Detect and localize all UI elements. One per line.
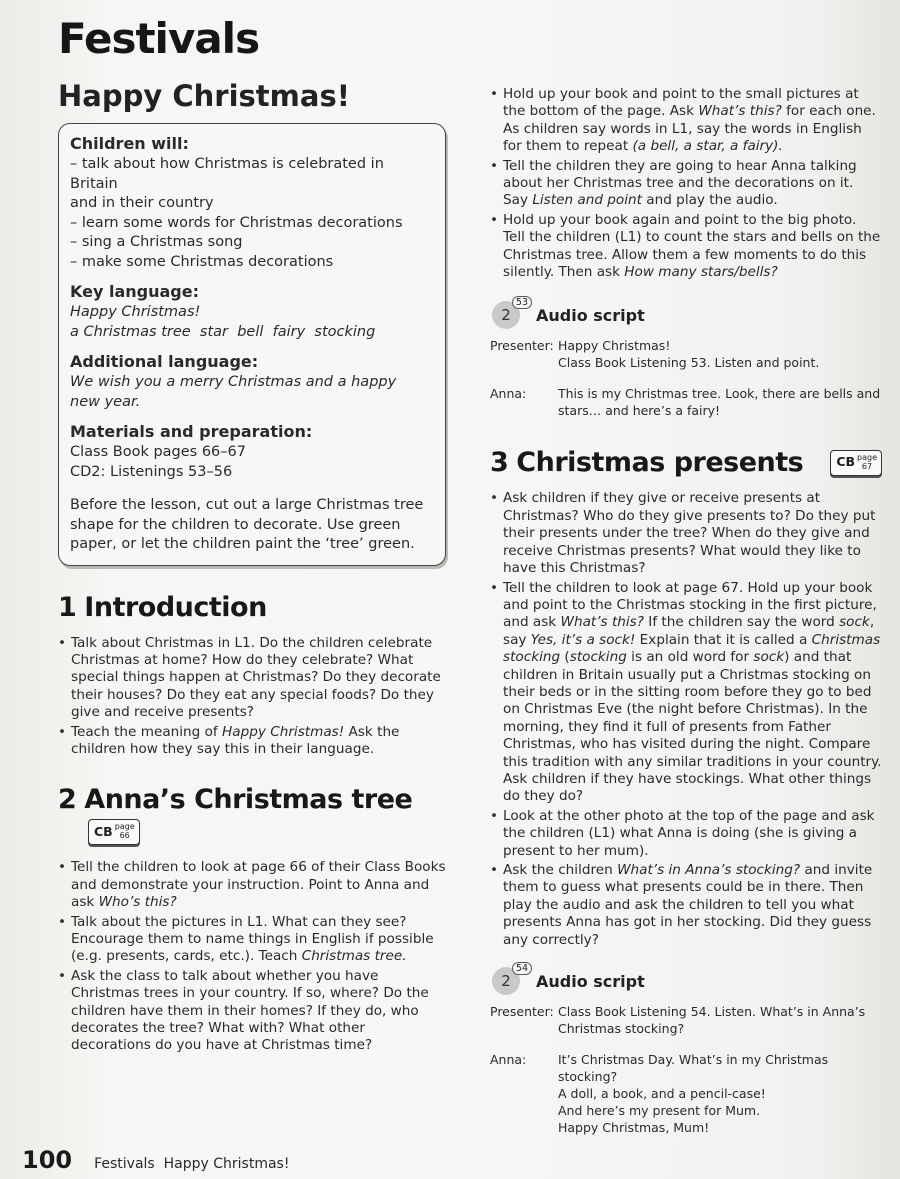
script-line: stars… and here’s a fairy!: [558, 403, 721, 419]
list-item: [58, 724, 448, 759]
key-language-line: a Christmas tree star bell fairy stocking: [70, 323, 376, 340]
objective-item: – make some Christmas decorations: [70, 253, 334, 270]
italic-text: Christmas tree.: [301, 948, 407, 965]
cb-page-word: page: [114, 822, 135, 832]
lesson-title: Happy Christmas!: [58, 79, 350, 113]
speaker: Presenter:: [490, 1004, 554, 1020]
text-run: Hold up your book and point to the small pictures at the bottom of the page. Ask: [503, 86, 859, 120]
list-item: • Ask children if they give or receive presents at Christmas? Who do they give presents to? Do they put their presents under the tree? When do they give and receive Christmas presents? What would they like to have this Christmas?: [490, 490, 882, 577]
text-run: and invite them to guess what presents could be in there. Then play the audio and ask the children to tell you what presents Anna has got in her stocking. Did they guess any correctly?: [503, 862, 873, 948]
left-column: [58, 14, 448, 1057]
text-run: and play the audio.: [641, 192, 778, 209]
cb-page-number: 67: [861, 461, 873, 471]
cb-page-word: page: [857, 452, 877, 462]
script-row: [490, 1003, 882, 1037]
text-run: for each one. As children say words in L1, say the words in English for them to repeat: [503, 103, 876, 155]
italic-text: What’s this?: [698, 103, 782, 120]
cb-label: CB: [94, 823, 113, 839]
italic-text: Happy Christmas!: [222, 723, 345, 740]
text-run: Ask the children: [503, 862, 618, 878]
speaker: Anna:: [490, 386, 527, 402]
children-will-heading: Children will:: [70, 134, 189, 153]
class-book-icon: [88, 819, 140, 845]
key-language-line: Happy Christmas!: [70, 304, 201, 320]
text-run: ) and that children in Britain usually put a Christmas stocking on their beds or in the sitting room before they go to bed on Christmas Eve (the night before Christmas). In the morning, they find it full of presents from Father Christmas, who has visited during the night. Compare this tradition with any similar traditions in your country. Ask children if they have stockings. What other things do they do?: [503, 649, 882, 805]
script-line: Happy Christmas, Mum!: [558, 1120, 710, 1136]
script-lines: [558, 1003, 865, 1037]
script-line: Class Book Listening 53. Listen and point.: [558, 355, 820, 371]
italic-text: Yes, it’s a sock!: [530, 631, 636, 648]
italic-text: Listen and point: [532, 192, 642, 209]
speaker: Anna:: [490, 1052, 527, 1068]
script-line: A doll, a book, and a pencil-case!: [558, 1086, 766, 1102]
section-name: Christmas presents: [516, 447, 804, 479]
italic-text: How many stars/bells?: [624, 264, 778, 281]
before-lesson-text: Before the lesson, cut out a large Christmas tree shape for the children to decorate. Use green paper, or let the children paint the ‘tree’ green.: [70, 497, 424, 552]
italic-text: (a bell, a star, a fairy).: [632, 138, 783, 155]
audio-script-title: Audio script: [536, 305, 645, 325]
section-number: 3: [490, 447, 509, 479]
cb-page: [115, 822, 135, 840]
cd-number: 2: [501, 972, 511, 991]
section-2-title: [58, 784, 448, 815]
section-1-title: [58, 592, 448, 623]
text-run: Tell the children to look at page 66 of their Class Books and demonstrate your instruction. Point to Anna and ask: [71, 859, 446, 911]
list-item: [490, 212, 882, 282]
page-title: Festivals: [58, 14, 260, 63]
footer-text: Festivals Happy Christmas!: [94, 1156, 290, 1172]
text-run: Talk about the pictures in L1. What can they see? Encourage them to name things in English if possible (e.g. presents, cards, etc.). Teach: [71, 913, 434, 965]
materials-line: CD2: Listenings 53–56: [70, 463, 233, 480]
speaker: Presenter:: [490, 338, 554, 354]
text-run: Teach the meaning of: [71, 723, 223, 740]
page-footer: [22, 1146, 289, 1174]
script-row: [490, 337, 882, 371]
text-run: Hold up your book again and point to the big photo. Tell the children (L1) to count the stars and bells on the Christmas tree. Allow them a few moments to do this silently. Then ask: [503, 211, 881, 281]
objective-item: – learn some words for Christmas decorations: [70, 214, 403, 231]
italic-text: stocking: [569, 649, 627, 666]
list-item: [490, 862, 882, 949]
additional-language-line: new year.: [70, 393, 141, 410]
italic-text: Christmas stocking: [503, 631, 881, 666]
italic-text: What’s this?: [560, 614, 644, 631]
text-run: Tell the children they are going to hear Anna talking about her Christmas tree and the decorations on it. Say: [503, 157, 857, 209]
italic-text: Who’s this?: [98, 894, 177, 911]
section-3-heading: [490, 447, 882, 478]
cb-reference: [88, 819, 448, 845]
materials-line: Class Book pages 66–67: [70, 444, 246, 460]
section-1-bullets: [58, 635, 448, 759]
objective-item: and in their country: [70, 195, 214, 211]
cd-icon: [492, 963, 528, 995]
italic-text: What’s in Anna’s stocking?: [617, 862, 801, 878]
list-item: [58, 859, 448, 911]
cb-page-number: 66: [119, 831, 130, 841]
list-item: • Talk about Christmas in L1. Do the children celebrate Christmas at home? How do they celebrate? What special things happen at Christmas? Do they decorate their houses? Do they eat any special foods? Do they give and receive presents?: [58, 635, 448, 722]
cd-icon: [492, 297, 528, 329]
script-line: And here’s my present for Mum.: [558, 1103, 761, 1119]
list-item: [490, 580, 882, 806]
objective-item: – talk about how Christmas is celebrated in Britain: [70, 156, 384, 192]
script-row: [490, 385, 882, 419]
section-name: Anna’s Christmas tree: [84, 784, 413, 816]
italic-text: sock: [753, 649, 785, 666]
class-book-icon: [830, 450, 882, 476]
script-row: [490, 1051, 882, 1136]
text-run: Ask the children how they say this in their language.: [71, 723, 400, 757]
script-line: This is my Christmas tree. Look, there are bells and: [558, 386, 881, 402]
list-item: [490, 158, 882, 210]
section-name: Introduction: [84, 591, 267, 623]
list-item: [58, 914, 448, 966]
section-3-bullets: [490, 490, 882, 949]
text-run: is an old word for: [626, 649, 754, 666]
script-line: Christmas stocking?: [558, 1021, 685, 1037]
audio-script-heading: [492, 297, 882, 329]
page-number: 100: [22, 1146, 73, 1174]
cb-page: [857, 453, 877, 471]
audio-script-title: Audio script: [536, 971, 645, 991]
section-3-title: [490, 447, 803, 478]
section-number: 2: [58, 784, 77, 816]
text-run: (: [560, 649, 570, 666]
script-lines: [558, 385, 880, 419]
cd-number: 2: [501, 306, 511, 325]
section-2-continued-bullets: [490, 86, 882, 281]
cb-label: CB: [836, 454, 856, 470]
section-2-bullets: [58, 859, 448, 1054]
list-item: • Ask the class to talk about whether you have Christmas trees in your country. If so, where? Do the children have them in their homes? If they do, who decorates the tree? What with? What other decorations do you have at Christmas time?: [58, 968, 448, 1055]
text-run: , say: [503, 614, 875, 648]
list-item: • Look at the other photo at the top of the page and ask the children (L1) what Anna is doing (she is giving a present to her mum).: [490, 808, 882, 860]
additional-language-line: We wish you a merry Christmas and a happy: [70, 374, 397, 390]
script-line: It’s Christmas Day. What’s in my Christmas stocking?: [558, 1052, 829, 1085]
text-run: Tell the children to look at page 67. Hold up your book and point to the Christmas stocking in the first picture, and ask: [503, 579, 877, 631]
script-line: Happy Christmas!: [558, 338, 671, 354]
objective-item: – sing a Christmas song: [70, 234, 243, 250]
track-number: 53: [512, 296, 532, 309]
script-line: Class Book Listening 54. Listen. What’s in Anna’s: [558, 1004, 866, 1020]
track-number: 54: [512, 962, 532, 975]
list-item: [490, 86, 882, 156]
key-language-heading: Key language:: [70, 282, 199, 301]
objectives-box: [58, 123, 446, 566]
additional-language-heading: Additional language:: [70, 352, 259, 371]
script-lines: [558, 337, 819, 371]
audio-script-heading: [492, 963, 882, 995]
text-run: If the children say the word: [643, 614, 840, 631]
italic-text: sock: [839, 614, 870, 631]
text-run: Explain that it is called a: [635, 631, 812, 648]
script-lines: [558, 1051, 882, 1136]
right-column: [490, 86, 882, 1150]
section-number: 1: [58, 591, 77, 623]
materials-heading: Materials and preparation:: [70, 422, 313, 441]
